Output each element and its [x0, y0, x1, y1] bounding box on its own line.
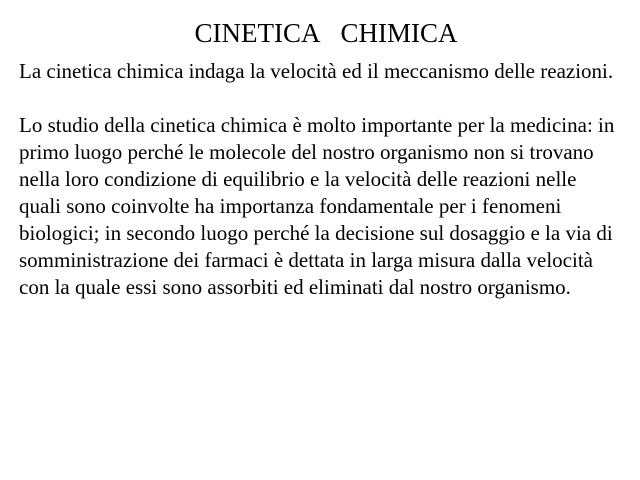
slide-body	[19, 58, 623, 301]
paragraph-intro: La cinetica chimica indaga la velocità ed il meccanismo delle reazioni.	[19, 59, 614, 83]
slide-title: CINETICA CHIMICA	[194, 18, 458, 48]
paragraph-medicine: Lo studio della cinetica chimica è molto importante per la medicina: in primo luogo perché le molecole del nostro organismo non si trovano nella loro condizione di equilibrio e la velocità delle reazioni nelle quali sono coinvolte ha importanza fondamentale per i fenomeni biologici; in secondo luogo perché la decisione sul dosaggio e la via di somministrazione dei farmaci è dettata in larga misura dalla velocità con la quale essi sono assorbiti ed eliminati dal nostro organismo.	[19, 113, 615, 299]
